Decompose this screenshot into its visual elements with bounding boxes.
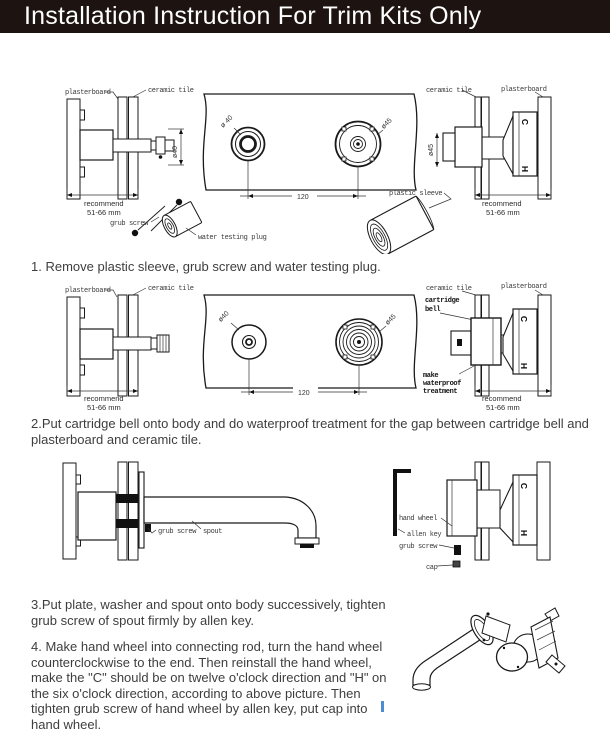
isometric-mounting-bracket — [531, 608, 565, 673]
label-cartridge-bell-1: cartridge — [425, 297, 460, 305]
label-grub-screw: grub screw — [158, 528, 197, 536]
label-cap: cap — [426, 564, 438, 572]
front-view-panel — [203, 295, 417, 397]
pipe — [113, 139, 151, 152]
grub-screw-dot — [159, 155, 163, 159]
dim-dia40-front: ø 40 — [219, 114, 235, 130]
side-view-left — [65, 87, 194, 217]
label-waterproof-1: make — [423, 372, 439, 380]
front-view-panel — [203, 94, 417, 201]
dim-dia40-front: ø40 — [217, 310, 231, 324]
label-recommend-range-right: 51-66 mm — [486, 403, 520, 412]
label-hand-wheel: hand wheel — [399, 515, 438, 523]
label-recommend-left: recommend — [84, 394, 124, 403]
spout-assembly — [63, 462, 319, 560]
label-recommend-right: recommend — [482, 199, 522, 208]
hand-wheel-grub-screw — [454, 545, 461, 555]
label-waterproof-2: waterproof — [423, 380, 462, 388]
isometric-spout — [413, 612, 511, 690]
label-waterproof-3: treatment — [423, 388, 458, 396]
hot-marker: H — [520, 165, 530, 173]
diagram-step1 — [55, 82, 560, 254]
cold-marker: C — [519, 482, 529, 490]
valve-body — [80, 130, 113, 160]
label-plasterboard-left: plasterboard — [65, 89, 111, 97]
label-recommend-range-left: 51-66 mm — [87, 403, 121, 412]
dim-dia45-front: ø45 — [380, 117, 394, 131]
hand-wheel — [447, 480, 477, 536]
title-bar — [0, 0, 610, 33]
page-title: Installation Instruction For Trim Kits Only — [24, 2, 482, 30]
cold-marker: C — [519, 315, 529, 323]
side-view-left — [65, 285, 194, 412]
label-ceramic-tile-left: ceramic tile — [148, 285, 194, 293]
text-cursor — [381, 701, 384, 712]
label-spout: spout — [203, 528, 223, 536]
cartridge-bell-front — [336, 319, 382, 365]
cold-marker: C — [520, 118, 530, 126]
label-water-testing-plug: water testing plug — [198, 234, 267, 242]
hand-wheel-assembly — [395, 462, 550, 572]
allen-key — [395, 471, 411, 536]
dim-spacing-120: 120 — [298, 390, 310, 397]
label-plasterboard-right: plasterboard — [501, 283, 547, 291]
label-recommend-range-right: 51-66 mm — [486, 208, 520, 217]
label-grub-screw-2: grub screw — [399, 543, 438, 551]
cartridge-bell-side — [471, 318, 501, 365]
dim-dia45-front: ø45 — [384, 313, 398, 327]
hot-marker: H — [519, 529, 529, 537]
label-ceramic-tile-left: ceramic tile — [148, 87, 194, 95]
dim-dia40-side: ø40 — [172, 145, 179, 159]
dim-spacing-120: 120 — [297, 194, 309, 201]
dim-dia45-side: ø45 — [428, 143, 435, 157]
label-cartridge-bell-2: bell — [425, 306, 441, 314]
label-ceramic-tile-right: ceramic tile — [426, 285, 472, 293]
side-view-right — [423, 283, 551, 412]
label-allen-key: allen key — [407, 531, 442, 539]
step-2-text: 2.Put cartridge bell onto body and do waterproof treatment for the gap between cartridge bell and plasterboard and ceramic tile. — [31, 416, 589, 447]
grub-screw-and-plug — [110, 199, 267, 242]
label-grub-screw: grub screw — [110, 220, 149, 228]
cap — [453, 561, 460, 567]
step-3-text: 3.Put plate, washer and spout onto body successively, tighten grub screw of spout firmly by allen key. — [31, 597, 386, 628]
label-plasterboard-left: plasterboard — [65, 287, 111, 295]
assembled-faucet-drawing — [385, 600, 600, 745]
label-plasterboard-right: plasterboard — [501, 86, 547, 94]
label-recommend-left: recommend — [84, 199, 124, 208]
diagram-step3 — [55, 458, 560, 598]
step-1-text: 1. Remove plastic sleeve, grub screw and water testing plug. — [31, 259, 381, 274]
step-4-text: 4. Make hand wheel into connecting rod, turn the hand wheel counterclockwise to the end. Then reinstall the hand wheel, make the "C" should be on twelve o'clock direction and "H" on the six o'clock direction, according to above picture. Then tighten grub screw of hand wheel by allen key, put cap into hand wheel. — [31, 639, 387, 732]
wall-plate — [139, 472, 144, 548]
label-ceramic-tile-right: ceramic tile — [426, 87, 472, 95]
diagram-step2 — [55, 281, 560, 413]
label-recommend-right: recommend — [482, 394, 522, 403]
plastic-sleeve-part — [363, 190, 451, 254]
label-recommend-range-left: 51-66 mm — [87, 208, 121, 217]
side-view-right — [426, 86, 551, 217]
hot-marker: H — [519, 362, 529, 370]
label-plastic-sleeve: plastic sleeve — [389, 190, 443, 198]
